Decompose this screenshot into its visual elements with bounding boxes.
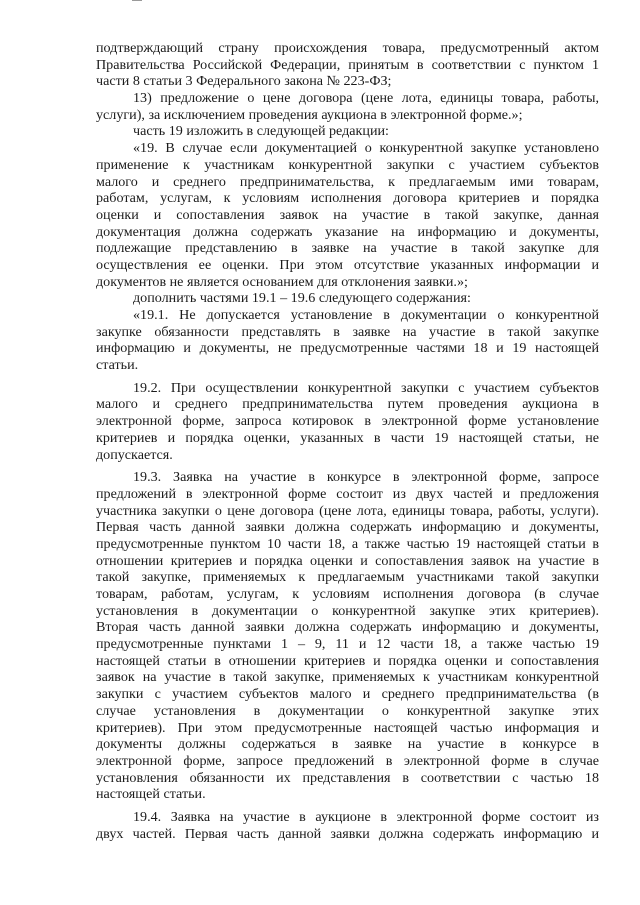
text-line: электронной форме, запросе предложений в электронной форме в случае xyxy=(96,752,599,769)
text-line: Первая часть данной заявки должна содержать информацию и документы, xyxy=(96,519,599,536)
text-line: работам, услугам, к условиям исполнения договора критериев и порядка xyxy=(96,190,599,207)
text-line: 19.4. Заявка на участие в аукционе в электронной форме состоит из xyxy=(133,808,599,825)
scan-mark xyxy=(132,0,142,1)
text-line: документов не является основанием для отклонения заявки.»; xyxy=(96,273,468,290)
text-line: 13) предложение о цене договора (цене лота, единицы товара, работы, xyxy=(133,90,599,107)
text-line: отношении критериев и порядка оценки и сопоставления заявок на участие в xyxy=(96,552,599,569)
text-line: документация должна содержать указание на информацию и документы, xyxy=(96,223,599,240)
text-line: установления обязанности их представления в соответствии с частью 18 xyxy=(96,769,599,786)
text-line: статьи. xyxy=(96,357,139,374)
text-line: установления в документации о конкурентной закупке этих критериев). xyxy=(96,602,599,619)
text-line: такой закупке, применяемых к предлагаемым участниками такой закупки xyxy=(96,569,599,586)
text-line: закупке обязанности представлять в заявке на участие в такой закупке xyxy=(96,323,599,340)
text-line: применение к участникам конкурентной закупки с участием субъектов xyxy=(96,156,599,173)
text-line: критериев). При этом предусмотренные настоящей частью информация и xyxy=(96,719,599,736)
text-line: заявок на участие в такой закупке, применяемых к участникам конкурентной xyxy=(96,669,599,686)
text-line: Вторая часть данной заявки должна содержать информацию и документы, xyxy=(96,619,599,636)
text-line: информацию и документы, не предусмотренные частями 18 и 19 настоящей xyxy=(96,340,599,357)
text-line: случае установления в документации о конкурентной закупке этих xyxy=(96,702,599,719)
text-line: дополнить частями 19.1 – 19.6 следующего содержания: xyxy=(133,290,471,307)
text-line: части 8 статьи 3 Федерального закона № 223-ФЗ; xyxy=(96,73,392,90)
text-line: предусмотренные пунктом 10 части 18, а также частью 19 настоящей статьи в xyxy=(96,535,599,552)
text-line: предусмотренные пунктами 1 – 9, 11 и 12 части 18, а также частью 19 xyxy=(96,636,599,653)
text-line: часть 19 изложить в следующей редакции: xyxy=(133,123,389,140)
text-line: подтверждающий страну происхождения товара, предусмотренный актом xyxy=(96,40,599,56)
text-line: 19.2. При осуществлении конкурентной закупки с участием субъектов xyxy=(133,379,599,396)
text-line: 19.3. Заявка на участие в конкурсе в электронной форме, запросе xyxy=(133,469,599,486)
text-line: критериев и порядка оценки, указанных в части 19 настоящей статьи, не xyxy=(96,429,599,446)
text-line: участника закупки о цене договора (цене лота, единицы товара, работы, услуги). xyxy=(96,502,599,519)
document-body xyxy=(96,40,599,842)
text-line: двух частей. Первая часть данной заявки должна содержать информацию и xyxy=(96,825,599,842)
text-line: настоящей статьи. xyxy=(96,786,206,803)
text-line: «19. В случае если документацией о конкурентной закупке установлено xyxy=(133,140,599,157)
text-line: «19.1. Не допускается установление в документации о конкурентной xyxy=(133,307,599,323)
text-line: закупки с участием субъектов малого и среднего предпринимательства (в xyxy=(96,686,599,703)
text-line: малого и среднего предпринимательства, к предлагаемым ими товарам, xyxy=(96,173,599,190)
text-line: осуществления ее оценки. При этом отсутствие указанных информации и xyxy=(96,256,599,273)
text-line: товарам, работам, услугам, к условиям исполнения договора (в случае xyxy=(96,586,599,602)
text-line: услуги), за исключением проведения аукциона в электронной форме.»; xyxy=(96,106,523,123)
text-line: электронной форме, запроса котировок в электронной форме установление xyxy=(96,413,599,430)
text-line: допускается. xyxy=(96,446,173,463)
text-line: малого и среднего предпринимательства путем проведения аукциона в xyxy=(96,396,599,413)
text-line: Правительства Российской Федерации, принятым в соответствии с пунктом 1 xyxy=(96,56,599,73)
text-line: предложений в электронной форме состоит из двух частей и предложения xyxy=(96,485,599,502)
text-line: подлежащие представлению в заявке на участие в такой закупке для xyxy=(96,240,599,257)
text-line: настоящей статьи в отношении критериев и порядка оценки и сопоставления xyxy=(96,652,599,669)
text-line: документы должны содержаться в заявке на участие в конкурсе в xyxy=(96,736,599,753)
text-line: оценки и сопоставления заявок на участие в такой закупке, данная xyxy=(96,206,599,223)
